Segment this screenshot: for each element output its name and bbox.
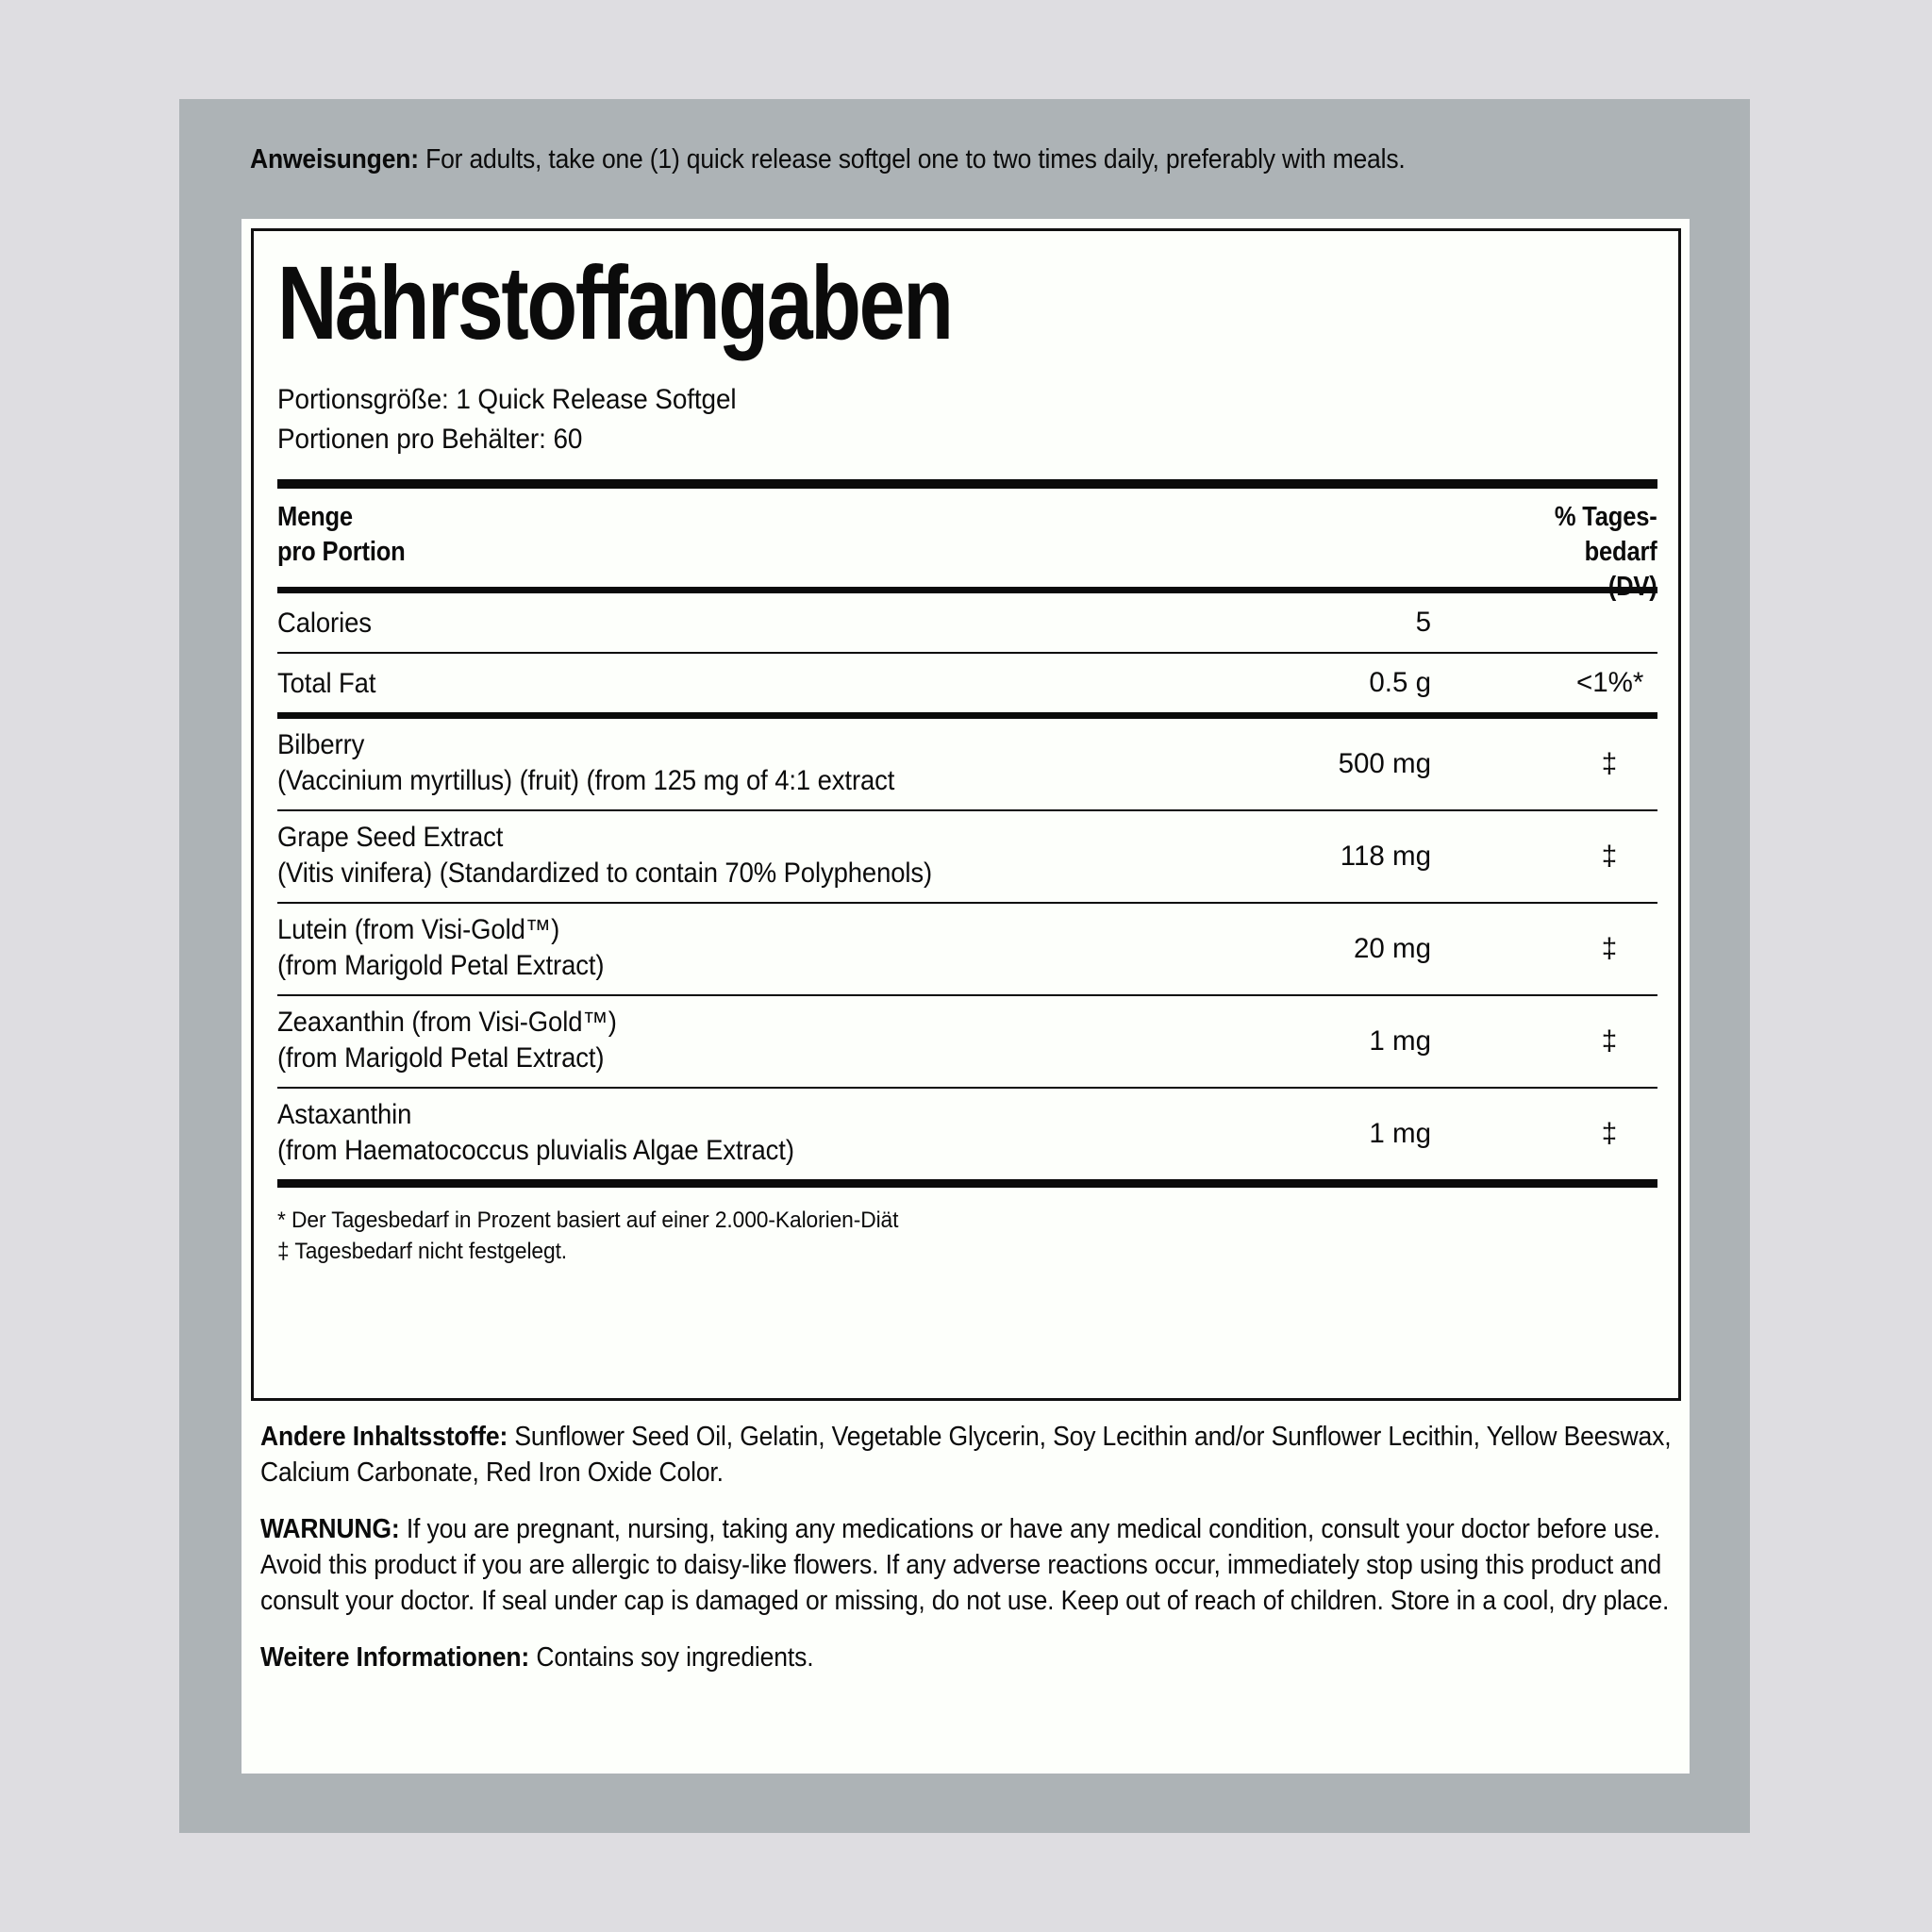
rule-thick-bottom — [277, 1179, 1657, 1188]
footnotes — [277, 1188, 1657, 1267]
row-name-line1: Total Fat — [277, 668, 376, 699]
label-footer — [260, 1419, 1675, 1696]
table-row — [277, 593, 1657, 652]
row-amount: 1 mg — [1369, 1025, 1431, 1057]
other-ingredients-paragraph — [260, 1419, 1675, 1491]
row-name-line1: Calories — [277, 608, 372, 639]
dv-header-line1: % Tages- — [1555, 502, 1657, 532]
page-title: Nährstoffangaben — [277, 245, 952, 361]
row-daily-value: ‡ — [1601, 748, 1618, 779]
row-amount: 0.5 g — [1369, 667, 1431, 698]
warning-label: WARNUNG: — [260, 1514, 400, 1544]
row-amount: 1 mg — [1369, 1118, 1431, 1149]
warning-paragraph — [260, 1511, 1675, 1619]
nutrition-facts-inner — [277, 241, 1657, 1398]
daily-value-header — [1555, 500, 1657, 605]
rule-med-header — [277, 587, 1657, 593]
warning-text-part1: If you are pregnant, nursing, taking any medications or have any medical condition, consult your doctor before use. Avoid this product if you are allergic to daisy-like flowers. If any adverse reactions occur, immediately stop using this product and — [260, 1514, 1662, 1580]
row-name-line1: Lutein (from Visi-Gold™) — [277, 914, 560, 945]
other-ingredients-text: Sunflower Seed Oil, Gelatin, Vegetable Glycerin, Soy Lecithin and/or Sunflower Lecithin, Yellow Beeswax, Calcium Carbonate, Red Iron Oxide Color. — [260, 1422, 1672, 1488]
row-amount: 118 mg — [1340, 841, 1431, 872]
row-name-line2: (Vitis vinifera) (Standardized to contain 70% Polyphenols) — [277, 858, 933, 889]
directions-line — [250, 143, 1619, 175]
row-name-line2: (Vaccinium myrtillus) (fruit) (from 125 mg of 4:1 extract — [277, 765, 895, 796]
amount-header-line2: pro Portion — [277, 537, 406, 567]
row-name-line1: Zeaxanthin (from Visi-Gold™) — [277, 1007, 617, 1038]
row-name-line1: Grape Seed Extract — [277, 822, 504, 853]
row-amount: 20 mg — [1354, 933, 1431, 964]
more-info-label: Weitere Informationen: — [260, 1642, 530, 1673]
row-name-line1: Astaxanthin — [277, 1099, 412, 1130]
rule-med-2 — [277, 712, 1657, 719]
row-name-line2: (from Haematococcus pluvialis Algae Extract) — [277, 1135, 794, 1166]
row-amount: 500 mg — [1338, 748, 1431, 779]
supplement-facts-card — [242, 219, 1690, 1774]
row-amount: 5 — [1415, 607, 1431, 638]
row-name-line2: (from Marigold Petal Extract) — [277, 1042, 605, 1074]
more-info-text: Contains soy ingredients. — [529, 1642, 814, 1673]
table-header — [277, 489, 1657, 602]
serving-info — [277, 380, 1651, 459]
table-row — [277, 996, 1657, 1087]
dv-header-line3: (DV) — [1608, 572, 1657, 602]
directions-label: Anweisungen: — [250, 144, 419, 175]
table-row — [277, 654, 1657, 712]
nutrition-facts-box — [251, 228, 1681, 1401]
more-info-paragraph — [260, 1640, 1675, 1675]
servings-per-container: Portionen pro Behälter: 60 — [277, 424, 583, 455]
row-daily-value: ‡ — [1601, 1118, 1618, 1149]
row-daily-value: ‡ — [1601, 1025, 1618, 1057]
footnote-not-established: ‡ Tagesbedarf nicht festgelegt. — [277, 1239, 568, 1264]
table-row — [277, 904, 1657, 994]
footnote-daily-value: * Der Tagesbedarf in Prozent basiert auf einer 2.000-Kalorien-Diät — [277, 1208, 899, 1233]
dv-header-line2: bedarf — [1585, 537, 1657, 567]
amount-header-line1: Menge — [277, 502, 353, 532]
row-daily-value: ‡ — [1601, 933, 1618, 964]
table-row — [277, 719, 1657, 809]
row-daily-value: <1%* — [1576, 667, 1644, 698]
amount-per-serving-header — [277, 500, 406, 570]
other-ingredients-label: Andere Inhaltsstoffe: — [260, 1422, 508, 1452]
serving-size: Portionsgröße: 1 Quick Release Softgel — [277, 384, 737, 415]
rule-thick-top — [277, 479, 1657, 489]
row-name-line2: (from Marigold Petal Extract) — [277, 950, 605, 981]
directions-text: For adults, take one (1) quick release softgel one to two times daily, preferably with meals. — [418, 144, 1406, 175]
row-name-line1: Bilberry — [277, 729, 365, 760]
row-daily-value: ‡ — [1601, 841, 1618, 872]
table-row — [277, 1089, 1657, 1179]
warning-text-part2: consult your doctor. If seal under cap is damaged or missing, do not use. Keep out of reach of children. Store in a cool, dry place. — [260, 1586, 1670, 1616]
table-row — [277, 811, 1657, 902]
